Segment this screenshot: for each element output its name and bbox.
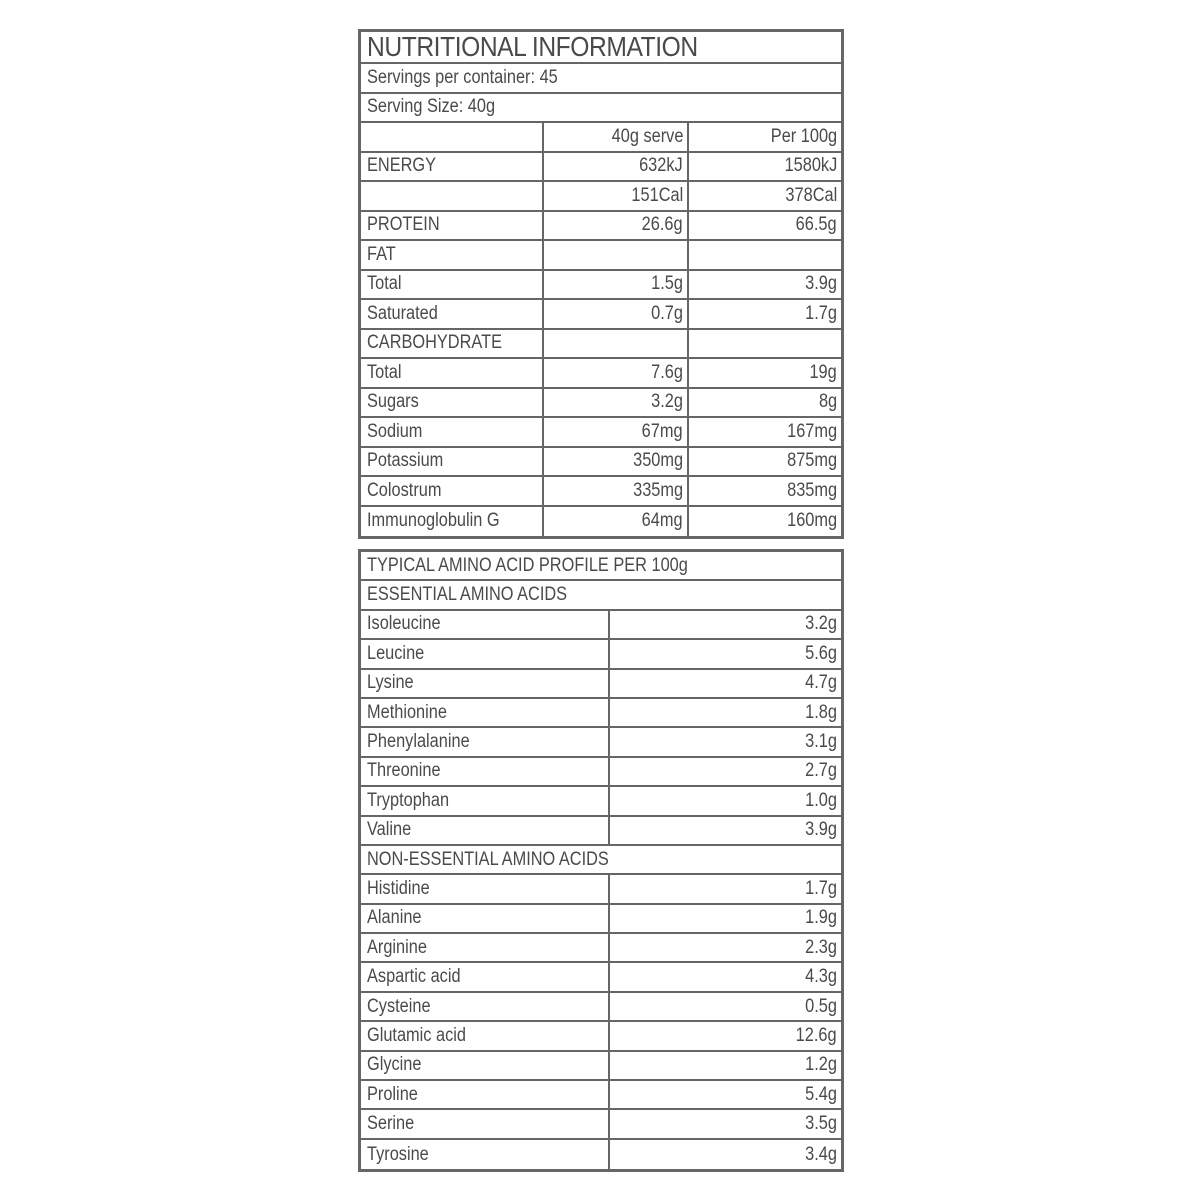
table-row [361, 153, 841, 183]
table-row [361, 728, 841, 757]
table-row [361, 1110, 841, 1139]
servings-row [361, 64, 841, 94]
per-serve-value: 3.2g [651, 391, 683, 413]
non-essential-heading-row [361, 846, 841, 875]
per-serve-value: 67mg [642, 420, 683, 442]
nutrient-label: CARBOHYDRATE [367, 332, 502, 354]
col-header-serve: 40g serve [611, 125, 683, 147]
table-row [361, 699, 841, 728]
nutrient-label: Colostrum [367, 479, 442, 501]
non-essential-heading: NON-ESSENTIAL AMINO ACIDS [367, 848, 609, 870]
nutrient-label: Saturated [367, 302, 438, 324]
column-header-row [361, 123, 841, 153]
amino-acid-value: 1.8g [805, 701, 837, 723]
per-serve-value: 632kJ [639, 155, 683, 177]
per-100g-value: 1.7g [805, 302, 837, 324]
nutrient-label: Sugars [367, 391, 419, 413]
per-100g-value: 835mg [787, 479, 837, 501]
per-serve-value: 64mg [642, 510, 683, 532]
nutrient-label: Immunoglobulin G [367, 510, 500, 532]
table-row [361, 1052, 841, 1081]
per-serve-value: 26.6g [642, 214, 683, 236]
table-row [361, 271, 841, 301]
amino-acid-label: Isoleucine [367, 613, 441, 635]
table-row [361, 241, 841, 271]
nutrient-label: Potassium [367, 450, 444, 472]
per-100g-value: 378Cal [785, 184, 837, 206]
table-row [361, 905, 841, 934]
per-serve-value: 350mg [633, 450, 683, 472]
per-serve-value: 151Cal [631, 184, 683, 206]
nutrition-title: NUTRITIONAL INFORMATION [367, 32, 698, 62]
nutrient-label: ENERGY [367, 155, 437, 177]
amino-acid-label: Histidine [367, 877, 430, 899]
amino-acid-value: 3.9g [805, 819, 837, 841]
col-header-100g: Per 100g [770, 125, 837, 147]
table-row [361, 477, 841, 507]
table-row [361, 418, 841, 448]
per-serve-value: 0.7g [651, 302, 683, 324]
amino-acid-value: 4.7g [805, 672, 837, 694]
amino-acid-label: Glutamic acid [367, 1024, 466, 1046]
per-serve-value: 7.6g [651, 361, 683, 383]
per-serve-value: 335mg [633, 479, 683, 501]
amino-acid-label: Proline [367, 1083, 418, 1105]
table-row [361, 300, 841, 330]
table-row [361, 758, 841, 787]
serving-size: Serving Size: 40g [367, 96, 496, 118]
amino-acid-label: Valine [367, 819, 412, 841]
table-row [361, 330, 841, 360]
essential-heading-row [361, 581, 841, 610]
table-row [361, 875, 841, 904]
table-row [361, 993, 841, 1022]
amino-acid-label: Glycine [367, 1054, 422, 1076]
amino-acid-label: Leucine [367, 642, 425, 664]
per-100g-value: 3.9g [805, 273, 837, 295]
table-row [361, 1022, 841, 1051]
nutrition-table [358, 29, 844, 539]
per-100g-value: 875mg [787, 450, 837, 472]
per-100g-value: 1580kJ [784, 155, 837, 177]
amino-acid-value: 3.4g [805, 1143, 837, 1165]
nutrition-title-row [361, 32, 841, 64]
table-row [361, 611, 841, 640]
table-row [361, 1140, 841, 1169]
table-row [361, 182, 841, 212]
per-100g-value: 19g [809, 361, 837, 383]
table-row [361, 640, 841, 669]
per-100g-value: 66.5g [796, 214, 837, 236]
amino-acid-label: Threonine [367, 760, 441, 782]
per-100g-value: 167mg [787, 420, 837, 442]
amino-acid-label: Aspartic acid [367, 966, 461, 988]
table-row [361, 389, 841, 419]
table-row [361, 359, 841, 389]
amino-acid-value: 3.2g [805, 613, 837, 635]
amino-acid-value: 1.7g [805, 877, 837, 899]
table-row [361, 934, 841, 963]
amino-title-row [361, 552, 841, 581]
amino-acid-value: 1.9g [805, 907, 837, 929]
amino-acid-value: 5.4g [805, 1083, 837, 1105]
amino-acid-label: Methionine [367, 701, 447, 723]
amino-acid-value: 2.7g [805, 760, 837, 782]
per-100g-value: 8g [818, 391, 837, 413]
amino-acid-label: Cysteine [367, 995, 431, 1017]
amino-acid-label: Arginine [367, 936, 427, 958]
amino-acid-label: Phenylalanine [367, 731, 470, 753]
amino-acid-value: 1.2g [805, 1054, 837, 1076]
nutrient-label: Total [367, 273, 402, 295]
amino-acid-value: 12.6g [796, 1024, 837, 1046]
table-row [361, 507, 841, 537]
nutrient-label: FAT [367, 243, 396, 265]
amino-acid-value: 2.3g [805, 936, 837, 958]
amino-acid-table [358, 549, 844, 1172]
table-row [361, 212, 841, 242]
amino-acid-value: 0.5g [805, 995, 837, 1017]
amino-acid-value: 5.6g [805, 642, 837, 664]
nutrient-label: Sodium [367, 420, 423, 442]
nutrient-label: Total [367, 361, 402, 383]
amino-acid-value: 3.1g [805, 731, 837, 753]
amino-acid-value: 1.0g [805, 789, 837, 811]
servings-per-container: Servings per container: 45 [367, 66, 558, 88]
table-row [361, 817, 841, 846]
table-row [361, 963, 841, 992]
table-row [361, 670, 841, 699]
per-serve-value: 1.5g [651, 273, 683, 295]
amino-acid-value: 4.3g [805, 966, 837, 988]
nutrient-label: PROTEIN [367, 214, 440, 236]
amino-acid-value: 3.5g [805, 1113, 837, 1135]
amino-acid-label: Tyrosine [367, 1143, 429, 1165]
per-100g-value: 160mg [787, 510, 837, 532]
amino-acid-label: Tryptophan [367, 789, 450, 811]
essential-heading: ESSENTIAL AMINO ACIDS [367, 584, 568, 606]
table-row [361, 1081, 841, 1110]
serving-size-row [361, 94, 841, 124]
amino-acid-label: Lysine [367, 672, 414, 694]
table-row [361, 787, 841, 816]
amino-title: TYPICAL AMINO ACID PROFILE PER 100g [367, 554, 688, 576]
amino-acid-label: Serine [367, 1113, 415, 1135]
table-row [361, 448, 841, 478]
amino-acid-label: Alanine [367, 907, 422, 929]
